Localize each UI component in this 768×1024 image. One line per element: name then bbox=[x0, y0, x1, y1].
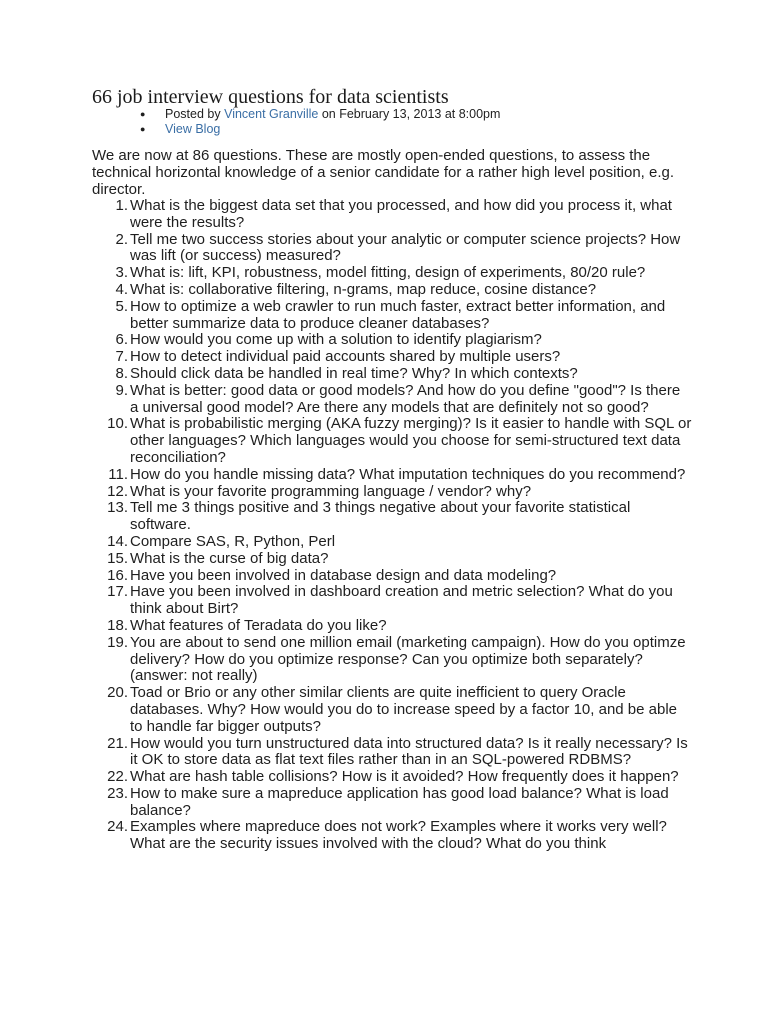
question-text: Examples where mapreduce does not work? Examples where it works very well? What are the security issues involved with the cloud? What do you think bbox=[130, 818, 667, 853]
question-number: 15. bbox=[107, 549, 128, 567]
bullet-icon: ● bbox=[140, 124, 146, 134]
question-item bbox=[92, 769, 692, 786]
question-item bbox=[92, 484, 692, 501]
article-title: 66 job interview questions for data scientists bbox=[92, 86, 449, 108]
question-text: Tell me two success stories about your analytic or computer science projects? How was lift (or success) measured? bbox=[130, 230, 681, 265]
bullet-icon: ● bbox=[140, 109, 146, 119]
question-number: 19. bbox=[107, 633, 128, 651]
intro-paragraph: We are now at 86 questions. These are mostly open-ended questions, to assess the technical horizontal knowledge of a senior candidate for a rather high level position, e.g. director. bbox=[92, 147, 675, 198]
view-blog-item bbox=[92, 122, 500, 137]
question-number: 7. bbox=[115, 348, 128, 366]
question-item bbox=[92, 416, 692, 466]
question-item bbox=[92, 534, 692, 551]
question-item bbox=[92, 584, 692, 618]
question-number: 10. bbox=[107, 415, 128, 433]
question-number: 4. bbox=[115, 280, 128, 298]
question-number: 17. bbox=[107, 583, 128, 601]
question-text: How to make sure a mapreduce application has good load balance? What is load balance? bbox=[130, 784, 669, 819]
question-number: 18. bbox=[107, 616, 128, 634]
question-text: Compare SAS, R, Python, Perl bbox=[130, 532, 336, 550]
question-item bbox=[92, 736, 692, 770]
question-text: What is the biggest data set that you processed, and how did you process it, what were the results? bbox=[130, 197, 672, 231]
question-text: Have you been involved in database design and data modeling? bbox=[130, 566, 557, 584]
question-text: What is better: good data or good models? And how do you define "good"? Is there a universal good model? Are there any models that are definitely not so good? bbox=[130, 381, 681, 416]
question-number: 13. bbox=[107, 499, 128, 517]
question-item bbox=[92, 299, 692, 333]
question-text: How would you turn unstructured data into structured data? Is it really necessary? Is it OK to store data as flat text files rather than in an SQL-powered RDBMS? bbox=[130, 734, 688, 769]
question-number: 1. bbox=[115, 197, 128, 214]
question-text: How would you come up with a solution to identify plagiarism? bbox=[130, 331, 542, 349]
question-number: 14. bbox=[107, 532, 128, 550]
question-number: 24. bbox=[107, 818, 128, 836]
question-text: What is: collaborative filtering, n-grams, map reduce, cosine distance? bbox=[130, 280, 597, 298]
question-text: What is your favorite programming language / vendor? why? bbox=[130, 482, 532, 500]
question-text: Tell me 3 things positive and 3 things negative about your favorite statistical software. bbox=[130, 499, 631, 534]
question-text: What is the curse of big data? bbox=[130, 549, 329, 567]
question-number: 21. bbox=[107, 734, 128, 752]
question-item bbox=[92, 383, 692, 417]
question-text: What features of Teradata do you like? bbox=[130, 616, 387, 634]
post-meta-list bbox=[92, 107, 500, 137]
question-text: What is probabilistic merging (AKA fuzzy merging)? Is it easier to handle with SQL or other languages? Which languages would you choose for semi-structured text data reconciliation? bbox=[130, 415, 692, 466]
question-item bbox=[92, 332, 692, 349]
question-number: 16. bbox=[107, 566, 128, 584]
question-text: What are hash table collisions? How is it avoided? How frequently does it happen? bbox=[130, 768, 679, 786]
posted-date: on February 13, 2013 at 8:00pm bbox=[318, 107, 501, 121]
question-number: 23. bbox=[107, 784, 128, 802]
question-item bbox=[92, 500, 692, 534]
question-text: Have you been involved in dashboard creation and metric selection? What do you think about Birt? bbox=[130, 583, 673, 618]
question-item bbox=[92, 568, 692, 585]
question-number: 22. bbox=[107, 768, 128, 786]
question-number: 11. bbox=[108, 465, 128, 483]
question-item bbox=[92, 819, 692, 853]
question-text: How do you handle missing data? What imputation techniques do you recommend? bbox=[130, 465, 686, 483]
question-item bbox=[92, 198, 692, 232]
question-text: You are about to send one million email (marketing campaign). How do you optimze delivery? How do you optimize response? Can you optimize both separately? (answer: not really) bbox=[130, 633, 686, 685]
question-item bbox=[92, 635, 692, 685]
question-list bbox=[92, 198, 692, 853]
question-number: 5. bbox=[115, 297, 128, 315]
question-text: What is: lift, KPI, robustness, model fitting, design of experiments, 80/20 rule? bbox=[130, 264, 646, 282]
question-item bbox=[92, 685, 692, 735]
question-text: How to optimize a web crawler to run much faster, extract better information, and better summarize data to produce cleaner databases? bbox=[130, 297, 666, 332]
question-item bbox=[92, 282, 692, 299]
question-number: 3. bbox=[115, 264, 128, 282]
author-link[interactable]: Vincent Granville bbox=[224, 107, 319, 121]
question-number: 6. bbox=[115, 331, 128, 349]
question-text: Toad or Brio or any other similar clients are quite inefficient to query Oracle databases. Why? How would you do to increase speed by a factor 10, and be able to handle far bigger outputs? bbox=[130, 684, 678, 735]
question-number: 8. bbox=[115, 364, 128, 382]
question-number: 12. bbox=[107, 482, 128, 500]
posted-by-item bbox=[92, 107, 500, 122]
posted-prefix: Posted by bbox=[165, 107, 225, 121]
question-number: 9. bbox=[115, 381, 128, 399]
question-number: 20. bbox=[107, 684, 128, 702]
question-item bbox=[92, 786, 692, 820]
question-text: Should click data be handled in real time? Why? In which contexts? bbox=[130, 364, 578, 382]
question-text: How to detect individual paid accounts shared by multiple users? bbox=[130, 348, 561, 366]
question-item bbox=[92, 265, 692, 282]
question-item bbox=[92, 232, 692, 266]
question-item bbox=[92, 349, 692, 366]
question-item bbox=[92, 618, 692, 635]
view-blog-link[interactable]: View Blog bbox=[165, 122, 221, 136]
question-number: 2. bbox=[115, 230, 128, 248]
question-item bbox=[92, 366, 692, 383]
question-item bbox=[92, 551, 692, 568]
question-item bbox=[92, 467, 692, 484]
